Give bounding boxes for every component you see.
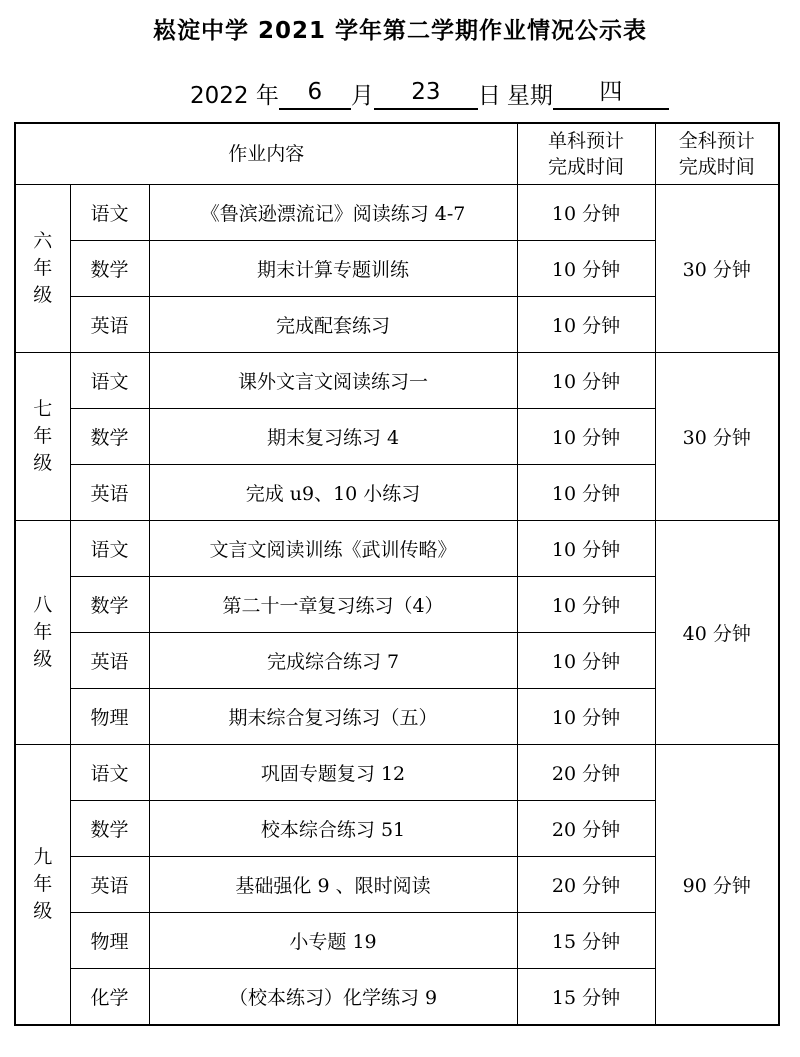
single-time-cell: 10 分钟 [517,185,655,241]
subject-cell: 英语 [70,297,149,353]
table-row [15,185,779,241]
table-row [15,521,779,577]
single-time-cell: 15 分钟 [517,913,655,969]
single-time-cell: 20 分钟 [517,857,655,913]
content-cell: 完成配套练习 [149,297,517,353]
homework-table [14,122,780,1026]
table-row [15,745,779,801]
header-total-time-line2: 完成时间 [678,156,755,178]
total-time-cell: 40 分钟 [655,521,779,745]
table-row [15,353,779,409]
header-single-time-line1: 单科预计 [548,130,625,152]
grade-char: 级 [33,648,53,670]
single-time-cell: 10 分钟 [517,577,655,633]
content-cell: 小专题 19 [149,913,517,969]
single-time-cell: 10 分钟 [517,409,655,465]
grade-char: 六 [33,230,53,252]
content-cell: 巩固专题复习 12 [149,745,517,801]
weekday-label: 星期 [506,83,553,109]
grade-cell [15,353,70,521]
content-cell: 完成综合练习 7 [149,633,517,689]
content-cell: 校本综合练习 51 [149,801,517,857]
grade-char: 七 [33,398,53,420]
content-cell: 课外文言文阅读练习一 [149,353,517,409]
total-time-cell: 30 分钟 [655,185,779,353]
content-cell: 第二十一章复习练习（4） [149,577,517,633]
grade-cell [15,521,70,745]
subject-cell: 语文 [70,353,149,409]
content-cell: 期末计算专题训练 [149,241,517,297]
subject-cell: 英语 [70,857,149,913]
subject-cell: 语文 [70,745,149,801]
single-time-cell: 15 分钟 [517,969,655,1026]
grade-char: 年 [33,425,53,447]
subject-cell: 化学 [70,969,149,1026]
subject-cell: 数学 [70,577,149,633]
date-line [190,70,669,110]
subject-cell: 英语 [70,633,149,689]
weekday-value: 四 [553,76,669,110]
content-cell: 完成 u9、10 小练习 [149,465,517,521]
grade-char: 八 [33,594,53,616]
content-cell: 期末综合复习练习（五） [149,689,517,745]
header-total-time-line1: 全科预计 [678,130,755,152]
day-unit: 日 [477,83,501,109]
grade-char: 年 [33,621,53,643]
single-time-cell: 20 分钟 [517,801,655,857]
single-time-cell: 10 分钟 [517,465,655,521]
content-cell: 期末复习练习 4 [149,409,517,465]
subject-cell: 数学 [70,409,149,465]
single-time-cell: 10 分钟 [517,521,655,577]
grade-cell [15,185,70,353]
subject-cell: 语文 [70,185,149,241]
content-cell: 《鲁滨逊漂流记》阅读练习 4-7 [149,185,517,241]
grade-char: 年 [33,257,53,279]
content-cell: 基础强化 9 、限时阅读 [149,857,517,913]
subject-cell: 数学 [70,801,149,857]
grade-cell [15,745,70,1026]
subject-cell: 英语 [70,465,149,521]
total-time-cell: 90 分钟 [655,745,779,1026]
grade-char: 年 [33,873,53,895]
year-label: 2022 年 [190,83,279,109]
single-time-cell: 10 分钟 [517,689,655,745]
single-time-cell: 10 分钟 [517,633,655,689]
grade-char: 级 [33,452,53,474]
single-time-cell: 20 分钟 [517,745,655,801]
grade-char: 级 [33,900,53,922]
content-cell: （校本练习）化学练习 9 [149,969,517,1026]
header-single-time [517,123,655,185]
single-time-cell: 10 分钟 [517,297,655,353]
header-total-time [655,123,779,185]
grade-char: 九 [33,846,53,868]
total-time-cell: 30 分钟 [655,353,779,521]
content-cell: 文言文阅读训练《武训传略》 [149,521,517,577]
single-time-cell: 10 分钟 [517,241,655,297]
header-content: 作业内容 [15,123,517,185]
month-value: 6 [279,76,351,110]
grade-char: 级 [33,284,53,306]
subject-cell: 数学 [70,241,149,297]
subject-cell: 物理 [70,913,149,969]
month-unit: 月 [350,83,374,109]
single-time-cell: 10 分钟 [517,353,655,409]
subject-cell: 语文 [70,521,149,577]
header-row [15,123,779,185]
day-value: 23 [374,76,478,110]
page-title: 崧淀中学 2021 学年第二学期作业情况公示表 [152,18,648,44]
subject-cell: 物理 [70,689,149,745]
header-single-time-line2: 完成时间 [548,156,625,178]
